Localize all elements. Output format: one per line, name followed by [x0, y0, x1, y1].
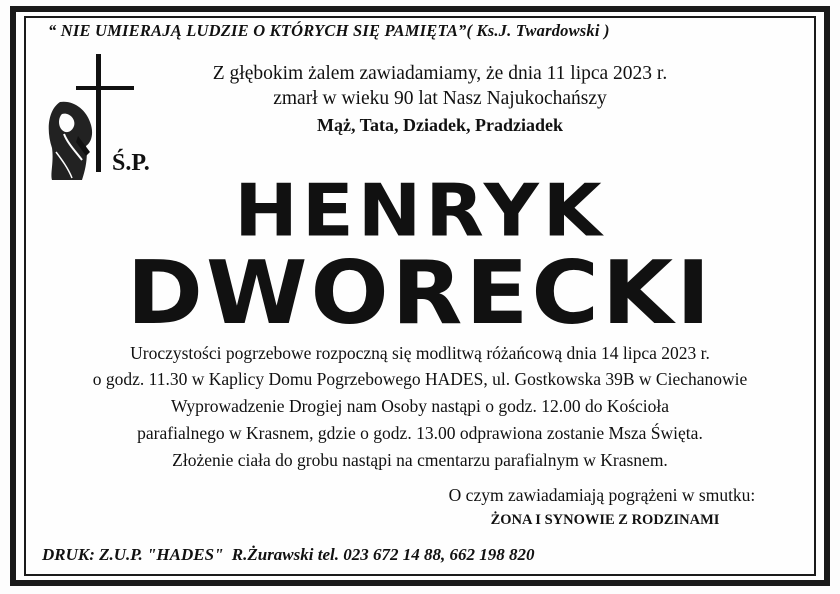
memorial-quote: “ NIE UMIERAJĄ LUDZIE O KTÓRYCH SIĘ PAMIĘTA”( Ks.J. Twardowski ): [48, 21, 610, 40]
deceased-last-name: DWORECKI: [126, 242, 714, 344]
funeral-info-line-5: Złożenie ciała do grobu nastąpi na cmentarzu parafialnym w Krasnem.: [172, 450, 668, 470]
family-signature: ŻONA I SYNOWIE Z RODZINAMI: [490, 512, 720, 528]
funeral-info-line-2: o godz. 11.30 w Kaplicy Domu Pogrzebowego HADES, ul. Gostkowska 39B w Ciechanowie: [92, 369, 748, 389]
funeral-info-line-4: parafialnego w Krasnem, gdzie o godz. 13.00 odprawiona zostanie Msza Święta.: [137, 423, 703, 443]
printer-contact: R.Żurawski tel. 023 672 14 88, 662 198 820: [231, 545, 535, 564]
announcement-line-1: Z głębokim żalem zawiadamiamy, że dnia 11 lipca 2023 r.: [212, 63, 668, 84]
sp-label: Ś.P.: [112, 150, 150, 176]
deceased-first-name: HENRYK: [234, 168, 606, 253]
announcement-line-2: zmarł w wieku 90 lat Nasz Najukochańszy: [273, 88, 607, 109]
funeral-info-line-1: Uroczystości pogrzebowe rozpoczną się modlitwą różańcową dnia 14 lipca 2023 r.: [130, 343, 710, 363]
printer-name: DRUK: Z.U.P. "HADES": [42, 545, 224, 564]
funeral-info-line-3: Wyprowadzenie Drogiej nam Osoby nastąpi o godz. 12.00 do Kościoła: [170, 396, 670, 416]
relations-line: Mąż, Tata, Dziadek, Pradziadek: [317, 115, 563, 135]
printer-footer: [42, 545, 538, 565]
closing-line: O czym zawiadamiają pogrążeni w smutku:: [448, 485, 756, 505]
